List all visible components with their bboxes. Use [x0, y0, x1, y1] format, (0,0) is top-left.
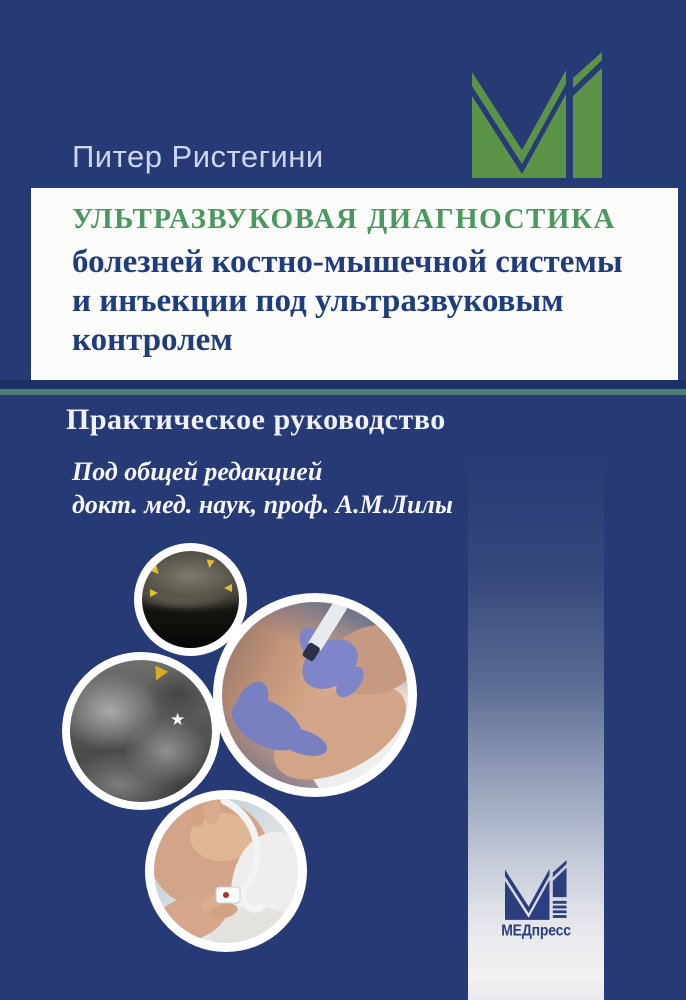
star-marker-icon: ★	[170, 710, 186, 730]
photo-ultrasound-scan-star	[62, 652, 220, 810]
title-box	[31, 188, 678, 380]
editors-line-2: докт. мед. наук, проф. А.М.Лилы	[72, 490, 453, 519]
knee-photo-art	[154, 799, 298, 943]
publisher-logo-mark	[472, 52, 602, 178]
divider-teal	[0, 389, 686, 395]
photo-injection-procedure	[213, 593, 417, 797]
title-line-4: контролем	[72, 322, 233, 358]
editors-block	[72, 455, 453, 521]
arrow-marker-icon	[224, 584, 232, 592]
divider-navy	[0, 380, 686, 389]
arrow-marker-icon	[150, 565, 161, 576]
title-line-1: УЛЬТРАЗВУКОВАЯ ДИАГНОСТИКА	[72, 203, 616, 235]
arrow-marker-icon	[150, 666, 168, 684]
author-name: Питер Ристегини	[72, 139, 324, 174]
arrow-marker-icon	[205, 559, 214, 568]
subtitle: Практическое руководство	[66, 403, 446, 436]
editors-line-1: Под общей редакцией	[72, 457, 323, 486]
probe-dot-shape	[223, 892, 229, 898]
arrow-marker-icon	[150, 589, 158, 597]
finger-shape	[191, 803, 205, 827]
publisher-logo-small-icon	[505, 860, 567, 920]
photo-knee-ultrasound	[145, 790, 307, 952]
publisher-logo-small-mark	[505, 860, 567, 920]
publisher-name: МЕДпресс	[501, 920, 571, 940]
title-line-3: и инъекции под ультразвуковым	[72, 283, 564, 319]
publisher-logo-icon	[472, 52, 603, 178]
injection-photo-art	[222, 602, 408, 788]
title-line-2: болезней костно-мышечной системы	[72, 244, 623, 280]
publisher-stripe	[468, 452, 604, 1000]
